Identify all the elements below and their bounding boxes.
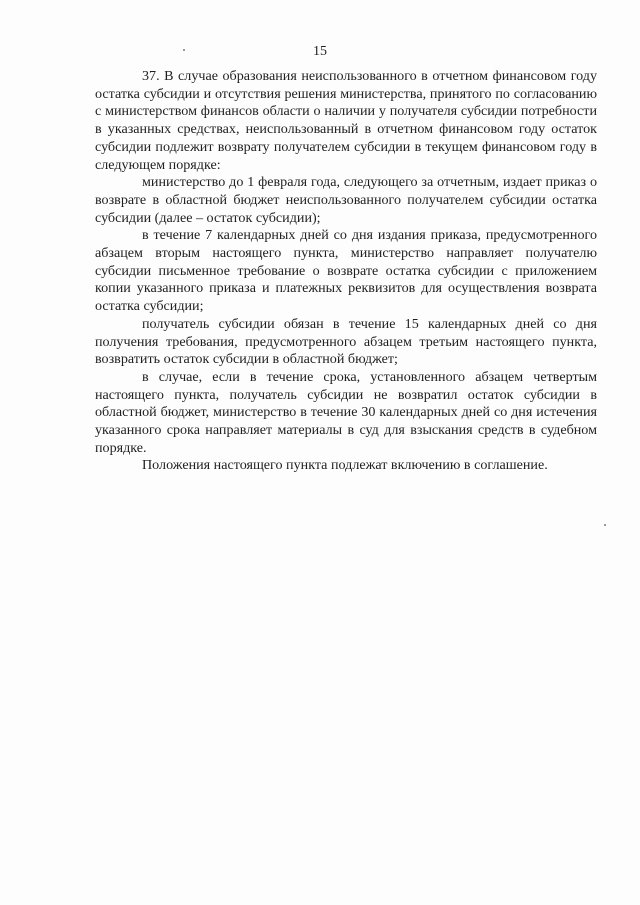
scan-speck [183, 49, 185, 51]
paragraph-order-issuance: министерство до 1 февраля года, следующего за отчетным, издает приказ о возврате в областной бюджет неиспользованного получателем субсидии остатка субсидии (далее – остаток субсидии); [95, 174, 597, 226]
document-body [95, 68, 597, 475]
paragraph-37-intro: 37. В случае образования неиспользованного в отчетном финансовом году остатка субсидии и отсутствия решения министерства, принятого по согласованию с министерством финансов области о наличии у получателя субсидии потребности в указанных средствах, неиспользованный в отчетном финансовом году остаток субсидии подлежит возврату получателем субсидии в текущем финансовом году в следующем порядке: [95, 68, 597, 173]
paragraph-recipient-obligation: получатель субсидии обязан в течение 15 календарных дней со дня получения требования, предусмотренного абзацем третьим настоящего пункта, возвратить остаток субсидии в областной бюджет; [95, 315, 597, 368]
paragraph-written-demand: в течение 7 календарных дней со дня издания приказа, предусмотренного абзацем вторым настоящего пункта, министерство направляет получателю субсидии письменное требование о возврате остатка субсидии с приложением копии указанного приказа и платежных реквизитов для осуществления возврата остатка субсидии; [95, 227, 597, 315]
scan-speck [604, 524, 606, 526]
paragraph-court-recovery: в случае, если в течение срока, установленного абзацем четвертым настоящего пункта, получатель субсидии не возвратил остаток субсидии в областной бюджет, министерство в течение 30 календарных дней со дня истечения указанного срока направляет материалы в суд для взыскания средств в судебном порядке. [95, 368, 597, 456]
page-number: 15 [313, 44, 327, 59]
paragraph-agreement-inclusion: Положения настоящего пункта подлежат включению в соглашение. [142, 457, 548, 474]
